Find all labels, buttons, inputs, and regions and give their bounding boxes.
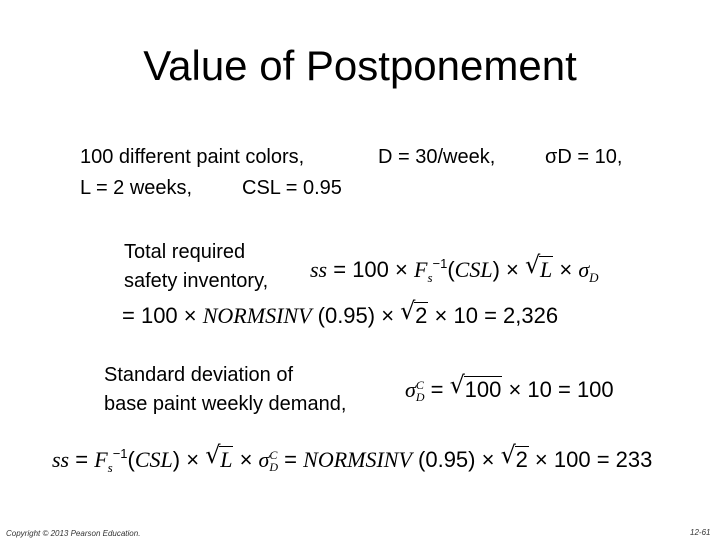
footer-page-number: 12-61 [690, 528, 711, 537]
given-demand: D = 30/week, [378, 146, 496, 168]
sd-label-line2: base paint weekly demand, [104, 393, 347, 415]
equation-safety-inventory-postponement: ss = $F_s^{-1}(CSL)$ × √ L × σ C D = NORMSINV (0.95) × √ 2 × 100 = 233 [52, 441, 653, 475]
given-sigma: σD = 10, [545, 146, 623, 168]
slide-title: Value of Postponement [143, 42, 577, 89]
total-label-line2: safety inventory, [124, 270, 269, 292]
sd-label-line1: Standard deviation of [104, 364, 294, 386]
total-label-line1: Total required [124, 241, 246, 263]
equation-sigma-combined: σ C D = √ 100 × 10 = 100 [405, 371, 614, 405]
given-csl: CSL = 0.95 [242, 177, 342, 199]
given-colors: 100 different paint colors, [80, 146, 305, 168]
equation-safety-inventory-result: = 100 × NORMSINV (0.95) × √ 2 × 10 = 2,326 [122, 297, 559, 328]
footer-copyright: Copyright © 2013 Pearson Education. [6, 529, 141, 538]
given-leadtime: L = 2 weeks, [80, 177, 193, 199]
equation-safety-inventory: ss = $100 \times F_s^{-1}(CSL)$ × √ $L \times \sigma_D$ [310, 251, 599, 285]
